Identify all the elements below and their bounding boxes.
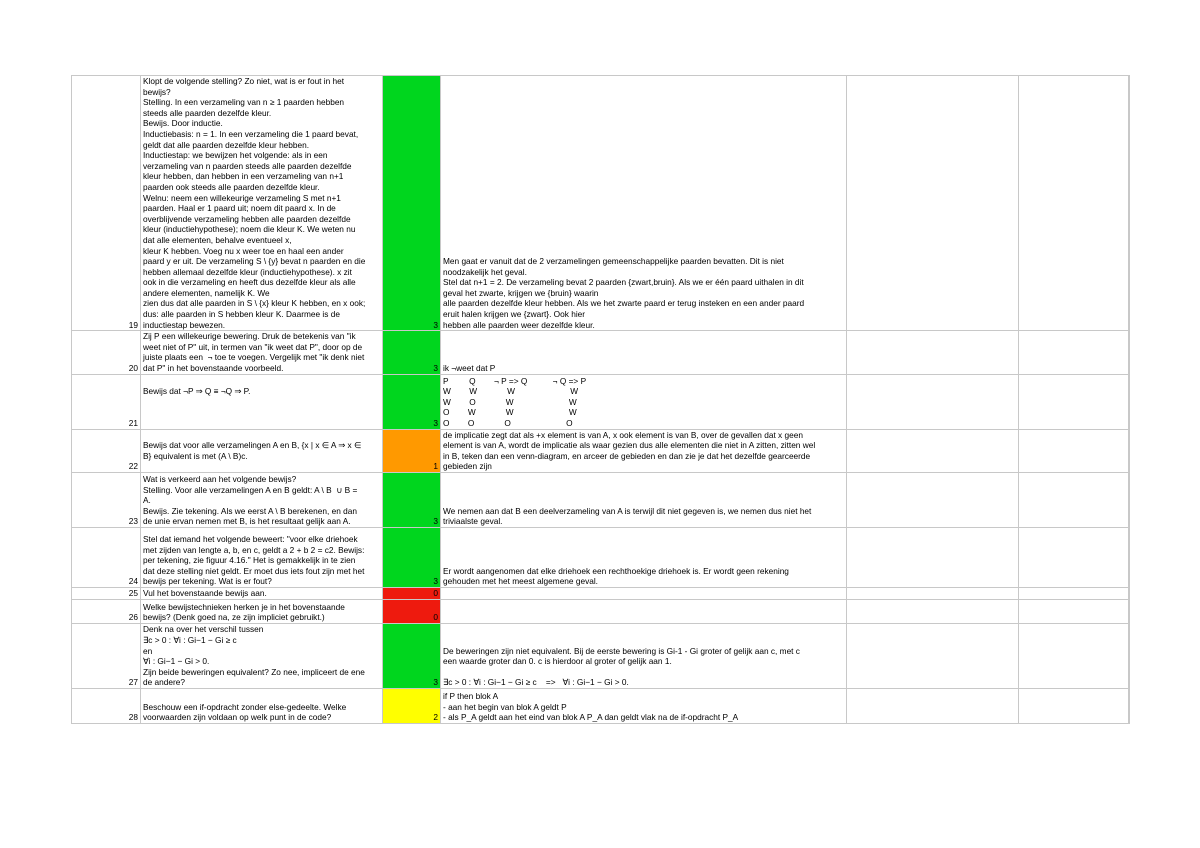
row-number-cell[interactable]: 22 xyxy=(72,429,141,472)
score-cell[interactable]: 0 xyxy=(383,600,441,624)
answer-cell[interactable]: Men gaat er vanuit dat de 2 verzamelingen gemeenschappelijke paarden bevatten. Dit is niet noodzakelijk het geval. Stel dat n+1 = 2. De verzameling bevat 2 paarden {zwart,bruin}. Als we er één paard uithalen in dit geval het zwarte, krijgen we {bruin} waarin alle paarden dezelfde kleur hebben. Als we het zwarte paard er terug insteken en een ander paard eruit halen krijgen we {zwart}. Ook hier hebben alle paarden weer dezelfde kleur. xyxy=(441,76,847,331)
empty-cell[interactable] xyxy=(847,429,1019,472)
table-row xyxy=(72,600,1130,624)
score-cell[interactable]: 3 xyxy=(383,331,441,374)
empty-cell[interactable] xyxy=(1129,76,1130,331)
empty-cell[interactable] xyxy=(1129,429,1130,472)
table-row xyxy=(72,588,1130,600)
table-row xyxy=(72,689,1130,724)
empty-cell[interactable] xyxy=(847,600,1019,624)
score-cell[interactable]: 3 xyxy=(383,624,441,689)
question-cell[interactable]: Bewijs dat ¬P ⇒ Q ≡ ¬Q ⇒ P. xyxy=(141,374,383,429)
answer-cell[interactable] xyxy=(441,600,847,624)
grading-sheet xyxy=(71,75,1130,724)
score-cell[interactable]: 2 xyxy=(383,689,441,724)
empty-cell[interactable] xyxy=(1129,331,1130,374)
score-cell[interactable]: 0 xyxy=(383,588,441,600)
empty-cell[interactable] xyxy=(1129,374,1130,429)
table-row xyxy=(72,374,1130,429)
empty-cell[interactable] xyxy=(1129,473,1130,528)
empty-cell[interactable] xyxy=(847,689,1019,724)
empty-cell[interactable] xyxy=(1019,624,1129,689)
empty-cell[interactable] xyxy=(1129,528,1130,588)
empty-cell[interactable] xyxy=(1019,76,1129,331)
table-row xyxy=(72,528,1130,588)
empty-cell[interactable] xyxy=(1129,624,1130,689)
answer-cell[interactable]: if P then blok A - aan het begin van blok A geldt P - als P_A geldt aan het eind van blok A P_A dan geldt vlak na de if-opdracht P_A xyxy=(441,689,847,724)
question-cell[interactable]: Beschouw een if-opdracht zonder else-gedeelte. Welke voorwaarden zijn voldaan op welk punt in de code? xyxy=(141,689,383,724)
question-cell[interactable]: Welke bewijstechnieken herken je in het bovenstaande bewijs? (Denk goed na, ze zijn impliciet gebruikt.) xyxy=(141,600,383,624)
answer-cell[interactable]: We nemen aan dat B een deelverzameling van A is terwijl dit niet gegeven is, we nemen dus niet het triviaalste geval. xyxy=(441,473,847,528)
question-cell[interactable]: Bewijs dat voor alle verzamelingen A en B, {x | x ∈ A ⇒ x ∈ B} equivalent is met (A \ B)c. xyxy=(141,429,383,472)
empty-cell[interactable] xyxy=(847,588,1019,600)
score-cell[interactable]: 1 xyxy=(383,429,441,472)
empty-cell[interactable] xyxy=(1129,588,1130,600)
answer-cell[interactable] xyxy=(441,588,847,600)
question-cell[interactable]: Vul het bovenstaande bewijs aan. xyxy=(141,588,383,600)
row-number-cell[interactable]: 21 xyxy=(72,374,141,429)
empty-cell[interactable] xyxy=(1129,689,1130,724)
table-row xyxy=(72,331,1130,374)
question-cell[interactable]: Klopt de volgende stelling? Zo niet, wat is er fout in het bewijs? Stelling. In een verzameling van n ≥ 1 paarden hebben steeds alle paarden dezelfde kleur. Bewijs. Door inductie. Inductiebasis: n = 1. In een verzameling die 1 paard bevat, geldt dat alle paarden dezelfde kleur hebben. Inductiestap: we bewijzen het volgende: als in een verzameling van n paarden steeds alle paarden dezelfde kleur hebben, dan hebben in een verzameling van n+1 paarden ook steeds alle paarden dezelfde kleur. Welnu: neem een willekeurige verzameling S met n+1 paarden. Haal er 1 paard uit; noem dit paard x. In de overblijvende verzameling hebben alle paarden dezelfde kleur (inductiehypothese); noem die kleur K. We weten nu dat alle elementen, behalve eventueel x, kleur K hebben. Voeg nu x weer toe en haal een ander paard y er uit. De verzameling S \ {y} bevat n paarden en die hebben allemaal dezelfde kleur (inductiehypothese). x zit ook in die verzameling en heeft dus dezelfde kleur als alle andere elementen, namelijk K. We zien dus dat alle paarden in S \ {x} kleur K hebben, en x ook; dus: alle paarden in S hebben kleur K. Daarmee is de inductiestap bewezen. xyxy=(141,76,383,331)
question-cell[interactable]: Zij P een willekeurige bewering. Druk de betekenis van "ik weet niet of P" uit, in termen van "ik weet dat P", door op de juiste plaats een ¬ toe te voegen. Vergelijk met "ik denk niet dat P" in het bovenstaande voorbeeld. xyxy=(141,331,383,374)
table-row xyxy=(72,429,1130,472)
empty-cell[interactable] xyxy=(1019,689,1129,724)
table-row xyxy=(72,76,1130,331)
empty-cell[interactable] xyxy=(1019,374,1129,429)
empty-cell[interactable] xyxy=(1129,600,1130,624)
sheet-rows xyxy=(72,76,1130,724)
question-cell[interactable]: Denk na over het verschil tussen ∃c > 0 : ∀i : Gi−1 − Gi ≥ c en ∀i : Gi−1 − Gi > 0. Zijn beide beweringen equivalent? Zo nee, impliceert de ene de andere? xyxy=(141,624,383,689)
question-cell[interactable]: Stel dat iemand het volgende beweert: "voor elke driehoek met zijden van lengte a, b, en c, geldt a 2 + b 2 = c2. Bewijs: per tekening, zie figuur 4.16." Het is gemakkelijk in te zien dat deze stelling niet geldt. Er moet dus iets fout zijn met het bewijs per tekening. Wat is er fout? xyxy=(141,528,383,588)
score-cell[interactable]: 3 xyxy=(383,374,441,429)
row-number-cell[interactable]: 24 xyxy=(72,528,141,588)
empty-cell[interactable] xyxy=(847,528,1019,588)
row-number-cell[interactable]: 26 xyxy=(72,600,141,624)
empty-cell[interactable] xyxy=(1019,429,1129,472)
empty-cell[interactable] xyxy=(1019,600,1129,624)
row-number-cell[interactable]: 27 xyxy=(72,624,141,689)
row-number-cell[interactable]: 28 xyxy=(72,689,141,724)
table-row xyxy=(72,624,1130,689)
row-number-cell[interactable]: 19 xyxy=(72,76,141,331)
empty-cell[interactable] xyxy=(847,331,1019,374)
answer-cell[interactable]: ik ¬weet dat P xyxy=(441,331,847,374)
answer-cell[interactable]: P Q ¬ P => Q ¬ Q => P W W W W W O W W O W W W O O O O xyxy=(441,374,847,429)
score-cell[interactable]: 3 xyxy=(383,528,441,588)
row-number-cell[interactable]: 25 xyxy=(72,588,141,600)
empty-cell[interactable] xyxy=(1019,331,1129,374)
empty-cell[interactable] xyxy=(847,624,1019,689)
score-cell[interactable]: 3 xyxy=(383,76,441,331)
empty-cell[interactable] xyxy=(1019,473,1129,528)
empty-cell[interactable] xyxy=(847,374,1019,429)
row-number-cell[interactable]: 20 xyxy=(72,331,141,374)
answer-cell[interactable]: de implicatie zegt dat als +x element is van A, x ook element is van B, over de gevallen dat x geen element is van A, wordt de implicatie als waar gezien dus alle elementen die niet in A zitten, zitten wel in B, teken dan een venn-diagram, en arceer de gebieden en dan zie je dat het dezelfde gearceerde gebieden zijn xyxy=(441,429,847,472)
row-number-cell[interactable]: 23 xyxy=(72,473,141,528)
question-cell[interactable]: Wat is verkeerd aan het volgende bewijs? Stelling. Voor alle verzamelingen A en B geldt: A \ B ∪ B = A. Bewijs. Zie tekening. Als we eerst A \ B berekenen, en dan de unie ervan nemen met B, is het resultaat gelijk aan A. xyxy=(141,473,383,528)
empty-cell[interactable] xyxy=(847,473,1019,528)
answer-cell[interactable]: Er wordt aangenomen dat elke driehoek een rechthoekige driehoek is. Er wordt geen rekening gehouden met het meest algemene geval. xyxy=(441,528,847,588)
answer-cell[interactable]: De beweringen zijn niet equivalent. Bij de eerste bewering is Gi-1 - Gi groter of gelijk aan c, met c een waarde groter dan 0. c is hierdoor al groter of gelijk aan 1. ∃c > 0 : ∀i : Gi−1 − Gi ≥ c => ∀i : Gi−1 − Gi > 0. xyxy=(441,624,847,689)
score-cell[interactable]: 3 xyxy=(383,473,441,528)
empty-cell[interactable] xyxy=(1019,588,1129,600)
empty-cell[interactable] xyxy=(847,76,1019,331)
empty-cell[interactable] xyxy=(1019,528,1129,588)
table-row xyxy=(72,473,1130,528)
